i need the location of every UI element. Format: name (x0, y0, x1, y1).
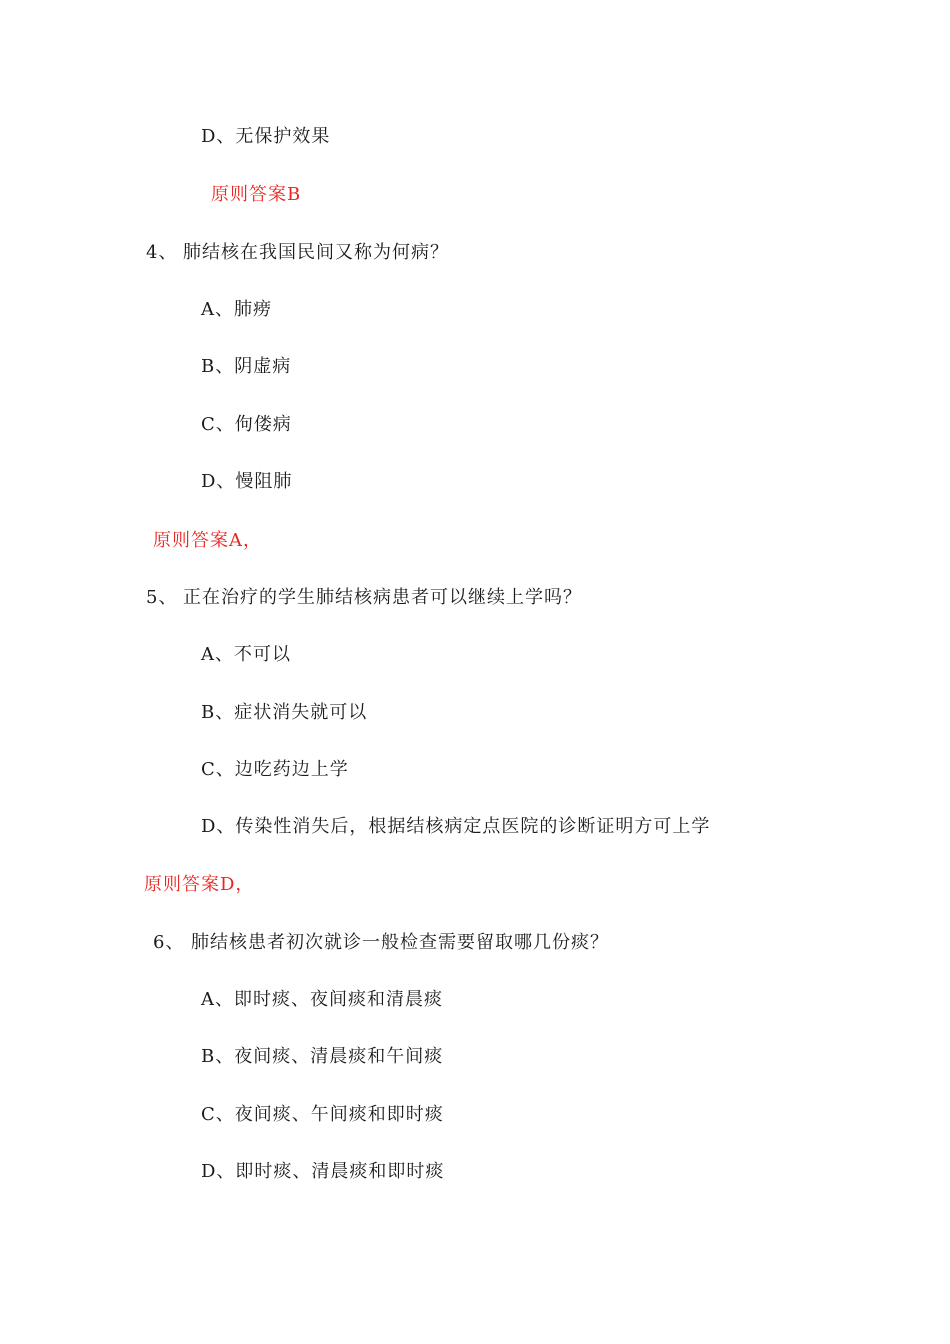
q5-option-a: A、不可以 (201, 644, 291, 665)
q6-question: 肺结核患者初次就诊一般检查需要留取哪几份痰？ (191, 932, 609, 953)
q3-answer: 原则答案B (211, 184, 302, 205)
q4-question: 肺结核在我国民间又称为何病？ (183, 242, 449, 263)
q6-number: 6、 (153, 932, 185, 953)
q5-number: 5、 (146, 587, 178, 608)
q5-question: 正在治疗的学生肺结核病患者可以继续上学吗？ (183, 587, 582, 608)
q4-answer: 原则答案A， (153, 530, 262, 551)
q5-answer: 原则答案D， (144, 874, 255, 895)
q5-option-b: B、症状消失就可以 (201, 702, 368, 723)
q4-option-a: A、肺痨 (201, 299, 272, 320)
q5-option-c: C、边吃药边上学 (201, 759, 349, 780)
q4-option-d: D、慢阻肺 (201, 471, 293, 492)
q3-option-d: D、无保护效果 (201, 126, 331, 147)
q6-option-b: B、夜间痰、清晨痰和午间痰 (201, 1046, 444, 1067)
q6-option-a: A、即时痰、夜间痰和清晨痰 (201, 989, 443, 1010)
q6-option-d: D、即时痰、清晨痰和即时痰 (201, 1161, 445, 1182)
q4-number: 4、 (146, 242, 178, 263)
q5-option-d: D、传染性消失后，根据结核病定点医院的诊断证明方可上学 (201, 816, 711, 837)
q4-option-b: B、阴虚病 (201, 356, 292, 377)
q6-option-c: C、夜间痰、午间痰和即时痰 (201, 1104, 444, 1125)
q4-option-c: C、佝偻病 (201, 414, 292, 435)
